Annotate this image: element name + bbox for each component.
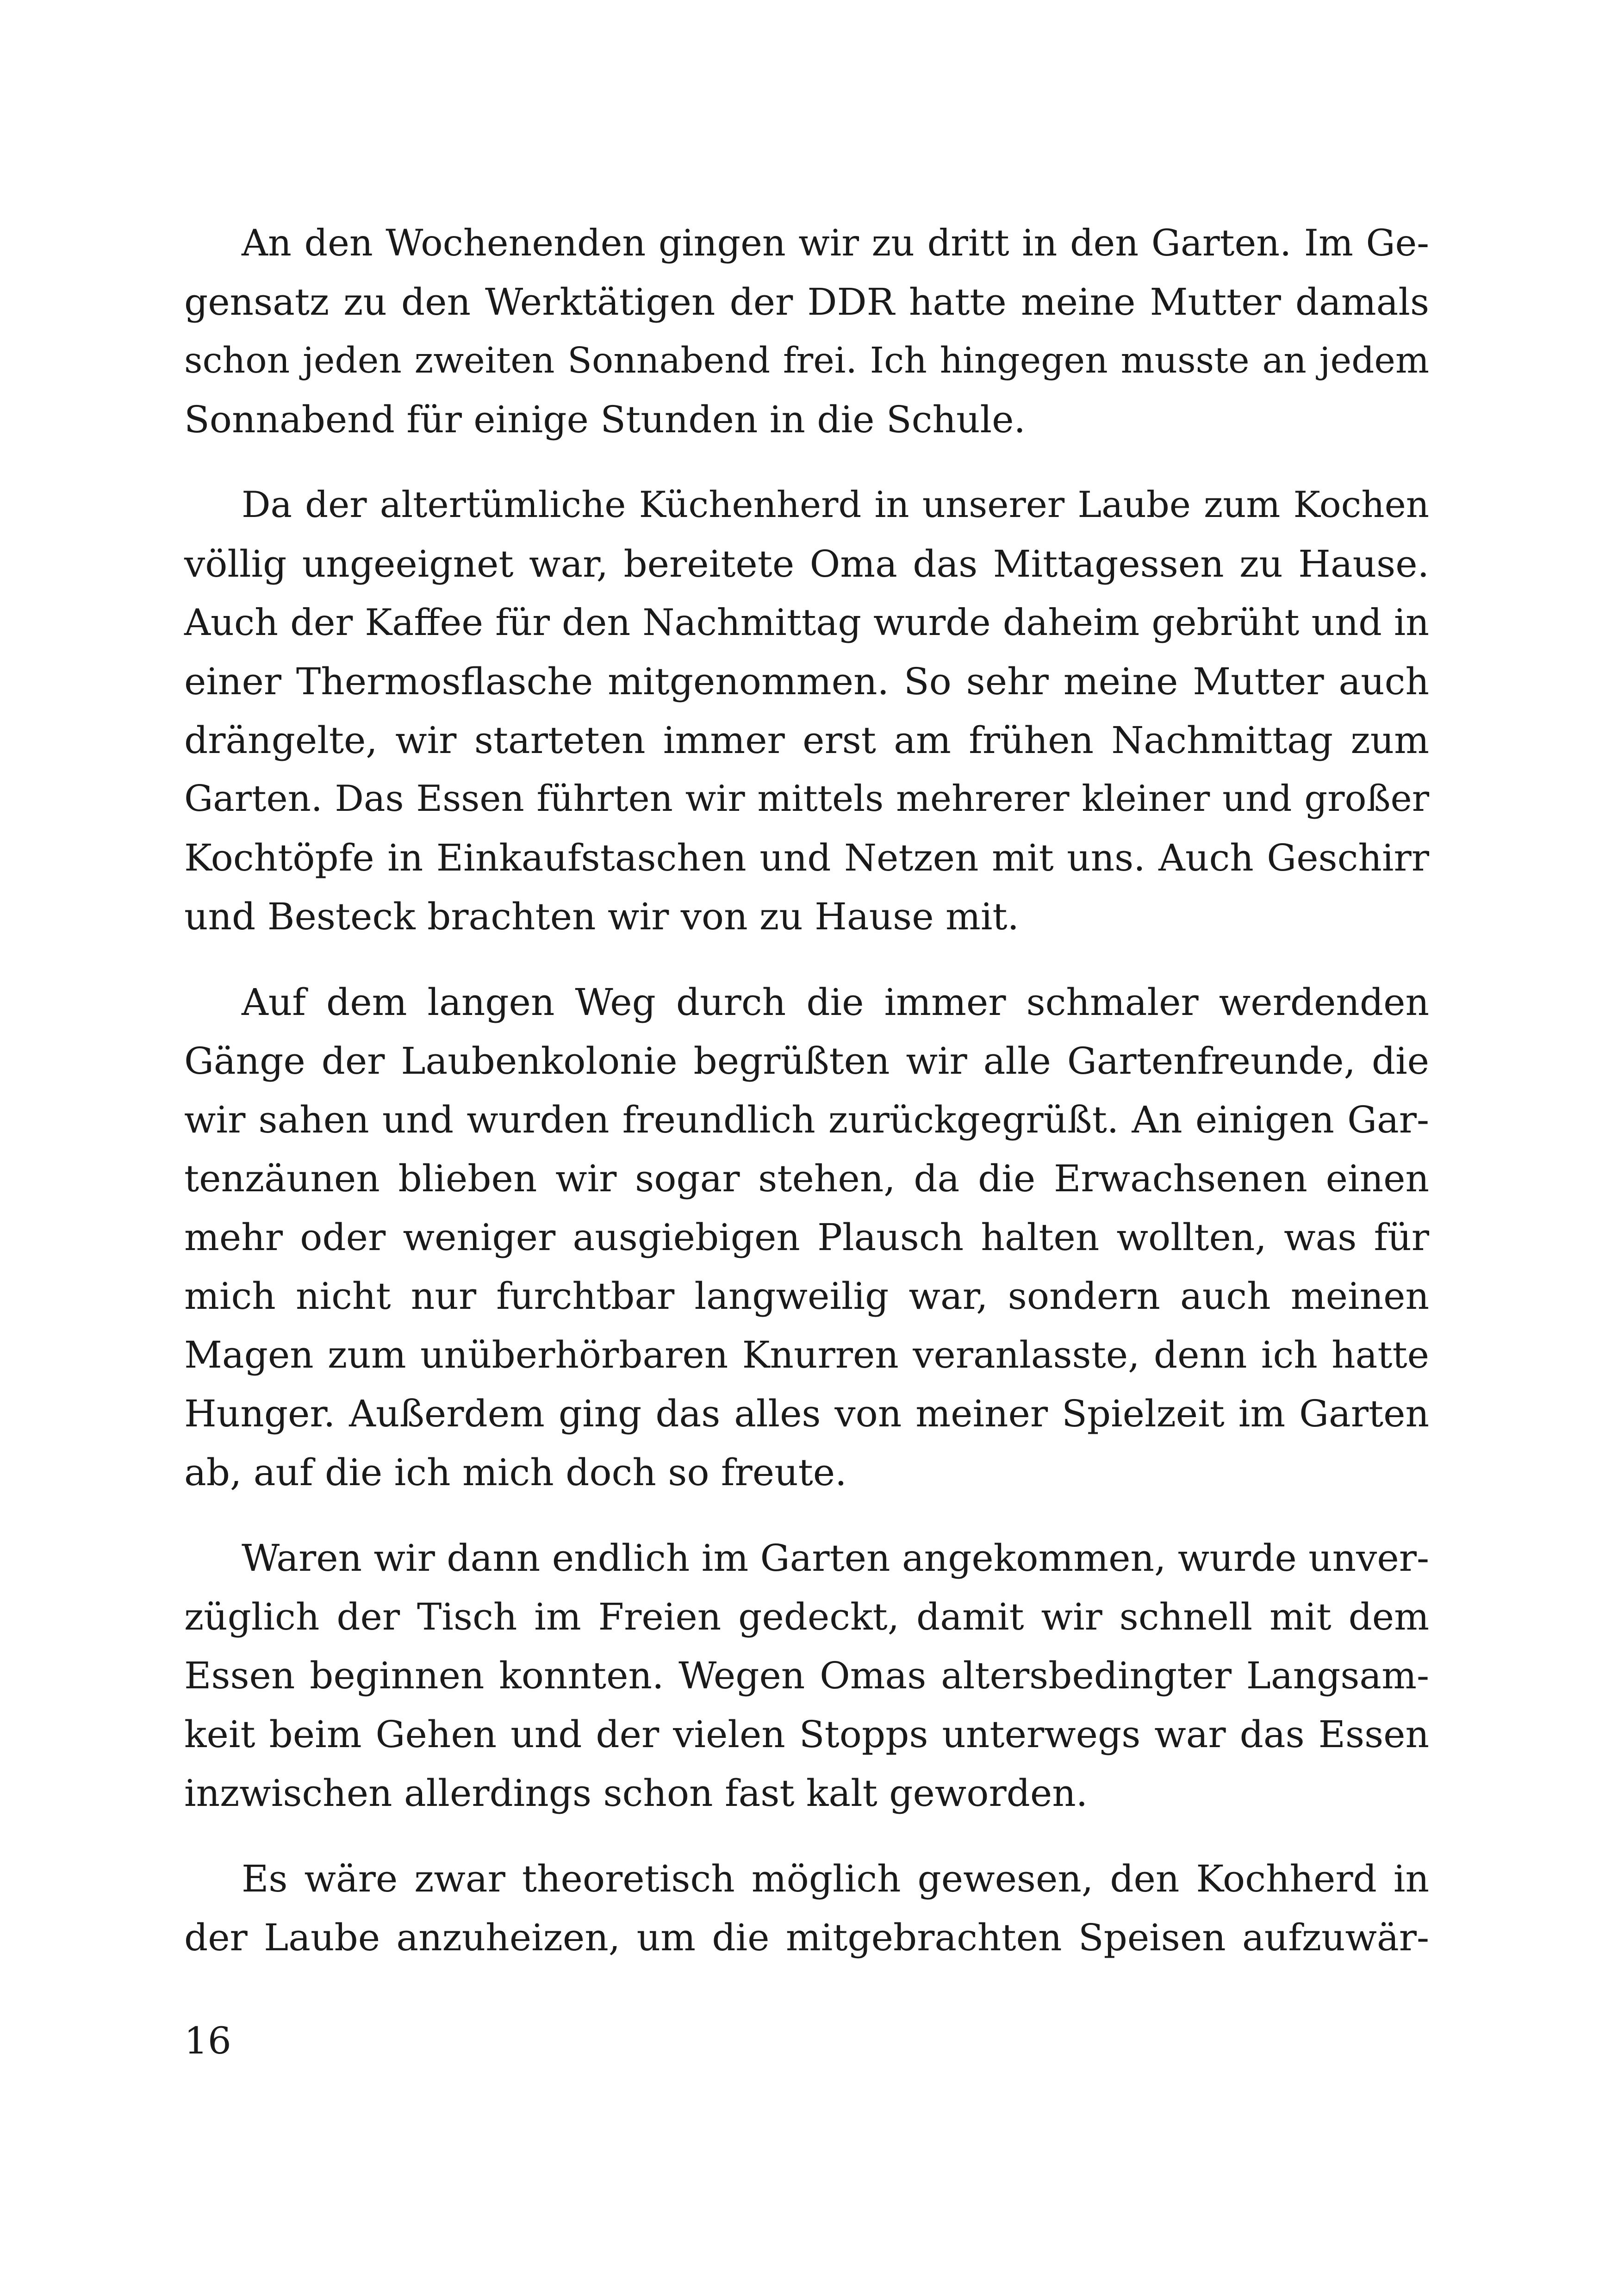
text-line: Waren wir dann endlich im Garten angekommen, wurde unver- <box>242 1537 1429 1580</box>
paragraph <box>184 1849 1429 1967</box>
text-line: Magen zum unüberhörbaren Knurren veranlasste, denn ich hatte <box>184 1333 1429 1376</box>
text-line: Auch der Kaffee für den Nachmittag wurde daheim gebrüht und in <box>184 601 1429 644</box>
text-line: Garten. Das Essen führten wir mittels mehrerer kleiner und großer <box>184 778 1429 820</box>
text-line: Auf dem langen Weg durch die immer schmaler werdenden <box>242 981 1429 1024</box>
text-line: mehr oder weniger ausgiebigen Plausch halten wollten, was für <box>184 1216 1429 1259</box>
text-line: inzwischen allerdings schon fast kalt geworden. <box>184 1772 1088 1815</box>
text-line: Da der altertümliche Küchenherd in unserer Laube zum Kochen <box>242 484 1429 526</box>
text-line: An den Wochenenden gingen wir zu dritt in den Garten. Im Ge- <box>242 222 1429 264</box>
text-line: Hunger. Außerdem ging das alles von meiner Spielzeit im Garten <box>184 1392 1429 1435</box>
paragraph <box>184 214 1429 449</box>
text-line: der Laube anzuheizen, um die mitgebrachten Speisen aufzuwär- <box>184 1916 1429 1959</box>
text-line: wir sahen und wurden freundlich zurückgegrüßt. An einigen Gar- <box>184 1098 1429 1141</box>
text-line: gensatz zu den Werktätigen der DDR hatte meine Mutter damals <box>184 280 1429 324</box>
text-line: züglich der Tisch im Freien gedeckt, damit wir schnell mit dem <box>184 1595 1429 1638</box>
text-line: keit beim Gehen und der vielen Stopps unterwegs war das Essen <box>184 1713 1429 1756</box>
text-line: Kochtöpfe in Einkaufstaschen und Netzen mit uns. Auch Geschirr <box>184 836 1429 879</box>
text-line: ab, auf die ich mich doch so freute. <box>184 1451 847 1494</box>
text-line: einer Thermosflasche mitgenommen. So sehr meine Mutter auch <box>184 660 1429 703</box>
text-line: tenzäunen blieben wir sogar stehen, da die Erwachsenen einen <box>184 1157 1429 1200</box>
page-number: 16 <box>184 2019 231 2062</box>
paragraph <box>184 476 1429 946</box>
text-line: und Besteck brachten wir von zu Hause mit. <box>184 895 1019 938</box>
text-line: schon jeden zweiten Sonnabend frei. Ich hingegen musste an jedem <box>184 340 1429 381</box>
text-line: Es wäre zwar theoretisch möglich gewesen, den Kochherd in <box>242 1857 1429 1900</box>
paragraph <box>184 973 1429 1502</box>
text-line: Gänge der Laubenkolonie begrüßten wir alle Gartenfreunde, die <box>184 1039 1429 1083</box>
text-line: mich nicht nur furchtbar langweilig war, sondern auch meinen <box>184 1275 1429 1318</box>
paragraph <box>184 1529 1429 1823</box>
text-line: Sonnabend für einige Stunden in die Schule. <box>184 398 1026 441</box>
text-line: Essen beginnen konnten. Wegen Omas altersbedingter Langsam- <box>184 1654 1429 1697</box>
text-line: drängelte, wir starteten immer erst am frühen Nachmittag zum <box>184 719 1429 762</box>
text-line: völlig ungeeignet war, bereitete Oma das Mittagessen zu Hause. <box>184 542 1429 585</box>
body-text <box>184 214 1429 1967</box>
